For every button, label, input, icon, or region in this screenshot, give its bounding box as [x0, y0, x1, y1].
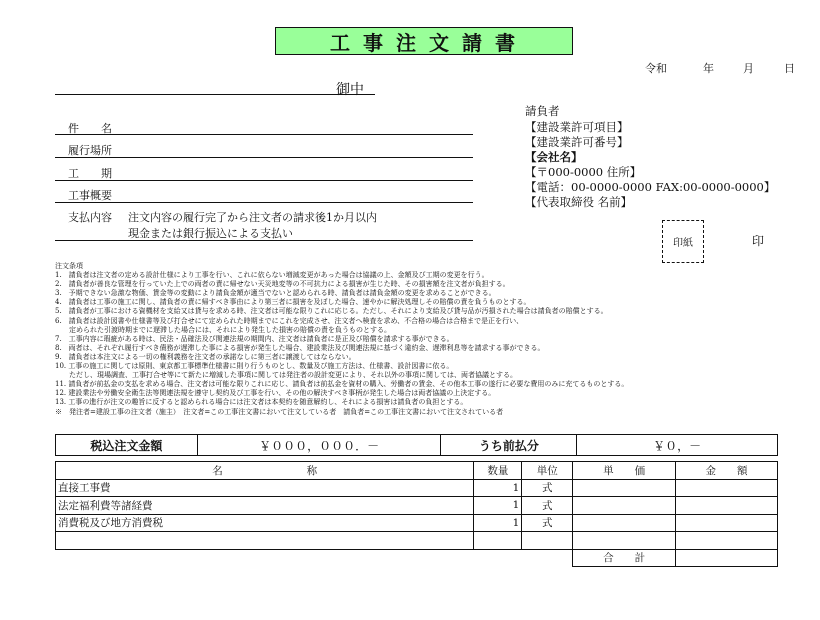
field-location-label: 履行場所: [68, 144, 112, 157]
term-line: 2. 請負者が善良な管理を行っていた上での両者の責に帰せない天災地変等の不可抗力による損害が生じた時、その損害額を注文者が負担する。: [55, 280, 510, 289]
date-month: 月: [743, 62, 754, 75]
field-payment-line: [55, 240, 473, 241]
item-price: [573, 532, 676, 550]
contractor-phone: 【電話：00-0000-0000 FAX:00-0000-0000】: [525, 180, 776, 194]
term-line: 1. 請負者は注文者の定める設計仕様により工事を行い、これに依らない増減変更があった場合は協議の上、金額及び工期の変更を行う。: [55, 271, 489, 280]
total-amount-label: 税込注文金額: [56, 435, 198, 456]
table-row: [56, 497, 778, 515]
item-unit: [522, 532, 573, 550]
field-overview-line: [55, 202, 473, 203]
term-line: 10. 工事の施工に関しては原則、東京都工事標準仕様書に則り行うものとし、数量及び施工方法は、仕様書、設計図書に依る。: [55, 362, 454, 371]
subtotal-value: [676, 549, 778, 567]
revenue-stamp-box: 印紙: [662, 220, 704, 263]
advance-payment-label: うち前払分: [441, 435, 577, 456]
contractor-license-number: 【建設業許可番号】: [525, 135, 629, 149]
term-line: 7. 工事内容に瑕疵がある時は、民法・品確法及び関連法規の期間内、注文者は請負者に是正及び賠償を請求する事ができる。: [55, 334, 454, 343]
term-line: 12. 建設業法や労働安全衛生法等関連法規を遵守し契約及び工事を行い、その他の解決すべき事柄が発生した場合は両者協議の上決定する。: [55, 389, 496, 398]
item-price: [573, 497, 676, 515]
term-line: 3. 予期できない急激な物価、賃金等の変動により請負金額が適当でないと認められる時、請負者は請負金額の変更を求めることができる。: [55, 289, 496, 298]
item-price: [573, 514, 676, 532]
item-qty: 1: [474, 497, 522, 515]
item-qty: [474, 532, 522, 550]
item-name: [56, 532, 474, 550]
date-era: 令和: [645, 62, 667, 75]
term-line: 9. 請負者は本注文による一切の権利義務を注文者の承諾なしに第三者に譲渡してはならない。: [55, 352, 356, 361]
field-name-label: 件 名: [68, 122, 112, 135]
recipient-suffix: 御中: [336, 82, 364, 98]
field-payment-label: 支払内容: [68, 211, 112, 224]
item-amount: [676, 514, 778, 532]
header-price: 単 価: [573, 462, 676, 480]
contractor-heading: 請負者: [525, 104, 560, 118]
item-amount: [676, 479, 778, 497]
term-line: 11. 請負者が前払金の支払を求める場合、注文者は可能な限りこれに応じ、請負者は前払金を資材の購入、労働者の賃金、その他本工事の遂行に必要な費用のみに充てるものとする。: [55, 380, 629, 389]
field-name-line: [55, 134, 473, 135]
subtotal-row: [56, 549, 778, 567]
header-name: 名 称: [56, 462, 474, 480]
header-qty: 数量: [474, 462, 522, 480]
item-price: [573, 479, 676, 497]
table-row: [56, 514, 778, 532]
item-name: 直接工事費: [56, 479, 474, 497]
item-qty: 1: [474, 479, 522, 497]
term-line: 5. 請負者が工事における資機材を支給又は貸与を求める時、注文者は可能な限りこれに応じる。ただし、それにより支給及び貸与品が汚損された場合は請負者の賠償とする。: [55, 307, 608, 316]
term-line: ただし、現場調査、工事打合せ等にて新たに増減した事項に関しては発注者の設計変更により、それ以外の事項に関しては、両者協議とする。: [55, 371, 517, 380]
document-title: 工事注文請書: [275, 27, 573, 55]
terms-section: [55, 262, 815, 417]
contractor-company-name: 【会社名】: [525, 150, 583, 164]
item-unit: 式: [522, 514, 573, 532]
item-qty: 1: [474, 514, 522, 532]
payment-line-1: 注文内容の履行完了から注文者の請求後1か月以内: [128, 211, 377, 224]
item-unit: 式: [522, 497, 573, 515]
field-overview-label: 工事概要: [68, 189, 112, 202]
header-unit: 単位: [522, 462, 573, 480]
advance-payment-value: ￥０，－: [577, 435, 778, 456]
contractor-license-item: 【建設業許可項目】: [525, 120, 629, 134]
contractor-address: 【〒000-0000 住所】: [525, 165, 642, 179]
term-line: 8. 両者は、それぞれ履行すべき債務が遅滞した事による損害が発生した場合、建設業法及び関連法規に基づく違約金、遅滞利息等を請求する事ができる。: [55, 343, 545, 352]
date-day: 日: [784, 62, 795, 75]
field-location-line: [55, 157, 473, 158]
item-amount: [676, 497, 778, 515]
table-row: [56, 532, 778, 550]
seal-mark: 印: [752, 234, 765, 248]
term-line: 6. 請負者は設計図書や仕様書等及び打合せにて定められた時期までにこれを完成させ、注文者へ検査を求め、不合格の場合は合格まで是正を行い、: [55, 316, 524, 325]
totals-table: [55, 434, 778, 456]
terms-heading: 注文条項: [55, 262, 83, 270]
subtotal-spacer: [56, 549, 573, 567]
header-amount: 金 額: [676, 462, 778, 480]
item-amount: [676, 532, 778, 550]
total-amount-value: ￥０００，０００．－: [197, 435, 441, 456]
item-unit: 式: [522, 479, 573, 497]
term-line: ※ 発注者=建設工事の注文者（施主） 注文者=この工事注文書において注文している者 請負者=この工事注文書において注文されている者: [55, 407, 504, 416]
field-period-label: 工 期: [68, 167, 112, 180]
item-name: 法定福利費等諸経費: [56, 497, 474, 515]
date-year: 年: [703, 62, 714, 75]
contractor-representative: 【代表取締役 名前】: [525, 195, 633, 209]
payment-line-2: 現金または銀行振込による支払い: [128, 227, 293, 240]
term-line: 13. 工事の進行が注文の趣旨に反すると認められる場合には注文者は本契約を随意解約し、それによる損害は請負者の負担とする。: [55, 398, 468, 407]
recipient-line: [55, 94, 375, 95]
item-name: 消費税及び地方消費税: [56, 514, 474, 532]
term-line: 定められた引渡時期までに遅滞した場合には、それにより発生した損害の賠償の責を負うものとする。: [55, 325, 391, 334]
term-line: 4. 請負者は工事の施工に関し、請負者の責に帰すべき事由により第三者に損害を及ぼした場合、速やかに解決処理しその賠償の責を負うものとする。: [55, 298, 531, 307]
subtotal-label: 合 計: [573, 549, 676, 567]
items-table: [55, 461, 778, 567]
table-row: [56, 479, 778, 497]
field-period-line: [55, 180, 473, 181]
